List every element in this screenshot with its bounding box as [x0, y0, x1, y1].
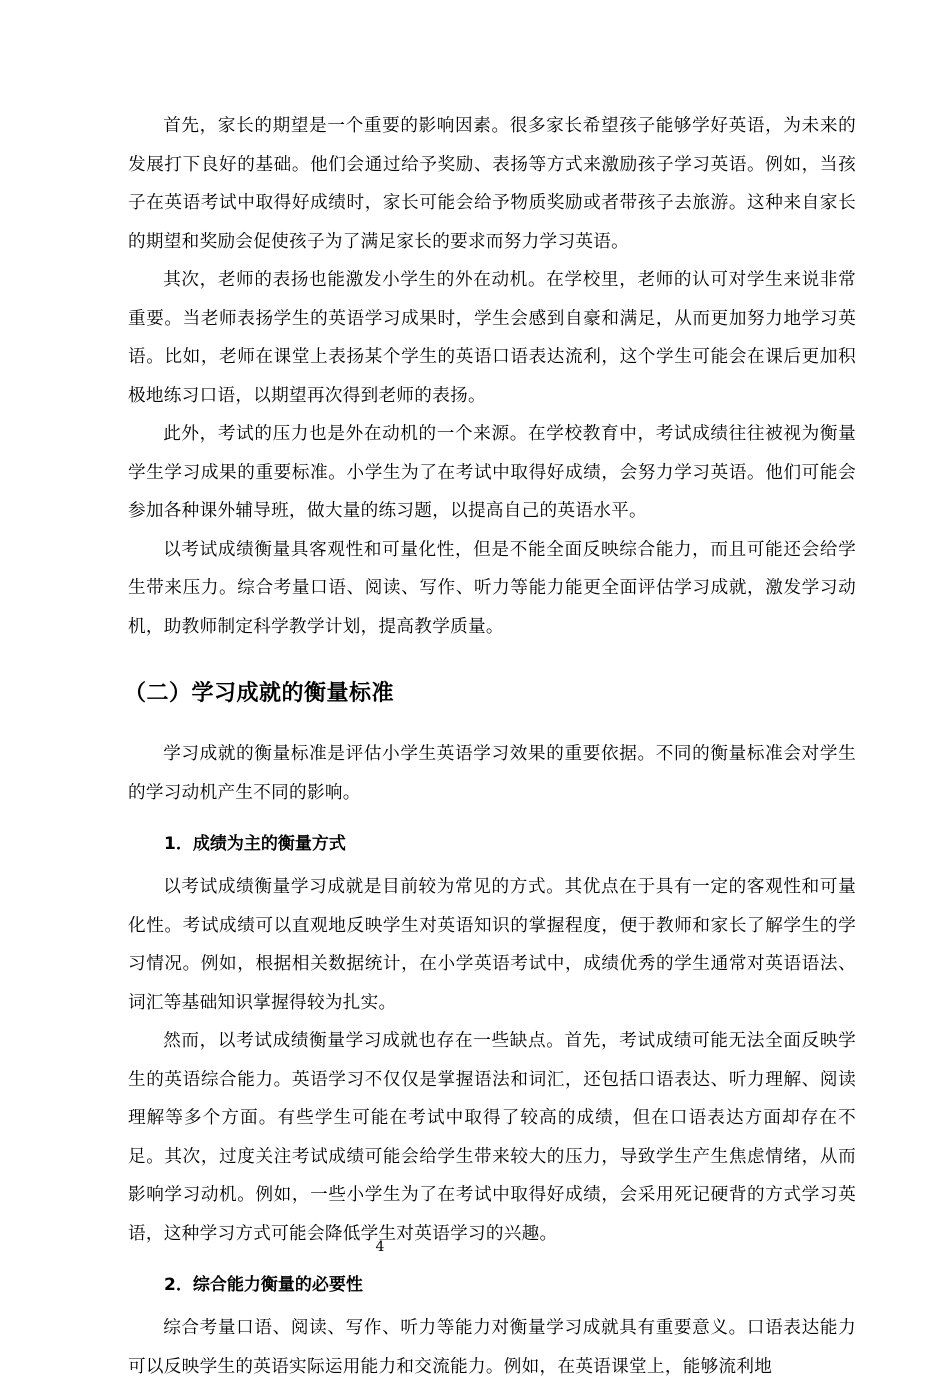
body-paragraph: 首先，家长的期望是一个重要的影响因素。很多家长希望孩子能够学好英语，为未来的发展打下良好的基础。他们会通过给予奖励、表扬等方式来激励孩子学习英语。例如，当孩子在英语考试中取得好成绩时，家长可能会给予物质奖励或者带孩子去旅游。这种来自家长的期望和奖励会促使孩子为了满足家长的要求而努力学习英语。 — [128, 116, 856, 252]
section-heading: （二）学习成就的衡量标准 — [124, 681, 395, 706]
body-paragraph: 以考试成绩衡量学习成就是目前较为常见的方式。其优点在于具有一定的客观性和可量化性。考试成绩可以直观地反映学生对英语知识的掌握程度，便于教师和家长了解学生的学习情况。例如，根据相关数据统计，在小学英语考试中，成绩优秀的学生通常对英语语法、词汇等基础知识掌握得较为扎实。 — [128, 877, 856, 1013]
subsection-heading: 1．成绩为主的衡量方式 — [164, 834, 346, 854]
body-paragraph: 综合考量口语、阅读、写作、听力等能力对衡量学习成就具有重要意义。口语表达能力可以反映学生的英语实际运用能力和交流能力。例如，在英语课堂上，能够流利地 — [128, 1318, 856, 1377]
body-paragraph: 以考试成绩衡量具客观性和可量化性，但是不能全面反映综合能力，而且可能还会给学生带来压力。综合考量口语、阅读、写作、听力等能力能更全面评估学习成就，激发学习动机，助教师制定科学教学计划，提高教学质量。 — [128, 539, 856, 637]
section-intro-paragraph: 学习成就的衡量标准是评估小学生英语学习效果的重要依据。不同的衡量标准会对学生的学习动机产生不同的影响。 — [128, 744, 856, 803]
body-paragraph: 其次，老师的表扬也能激发小学生的外在动机。在学校里，老师的认可对学生来说非常重要。当老师表扬学生的英语学习成果时，学生会感到自豪和满足，从而更加努力地学习英语。比如，老师在课堂上表扬某个学生的英语口语表达流利，这个学生可能会在课后更加积极地练习口语，以期望再次得到老师的表扬。 — [128, 270, 856, 406]
page-content — [124, 107, 856, 1386]
page-number: 4 — [375, 1239, 385, 1255]
subsection-heading: 2．综合能力衡量的必要性 — [164, 1275, 363, 1295]
body-paragraph: 此外，考试的压力也是外在动机的一个来源。在学校教育中，考试成绩往往被视为衡量学生学习成果的重要标准。小学生为了在考试中取得好成绩，会努力学习英语。他们可能会参加各种课外辅导班，做大量的练习题，以提高自己的英语水平。 — [128, 424, 856, 521]
body-paragraph: 然而，以考试成绩衡量学习成就也存在一些缺点。首先，考试成绩可能无法全面反映学生的英语综合能力。英语学习不仅仅是掌握语法和词汇，还包括口语表达、听力理解、阅读理解等多个方面。有些学生可能在考试中取得了较高的成绩，但在口语表达方面却存在不足。其次，过度关注考试成绩可能会给学生带来较大的压力，导致学生产生焦虑情绪，从而影响学习动机。例如，一些小学生为了在考试中取得好成绩，会采用死记硬背的方式学习英语，这种学习方式可能会降低学生对英语学习的兴趣。 — [128, 1031, 856, 1244]
